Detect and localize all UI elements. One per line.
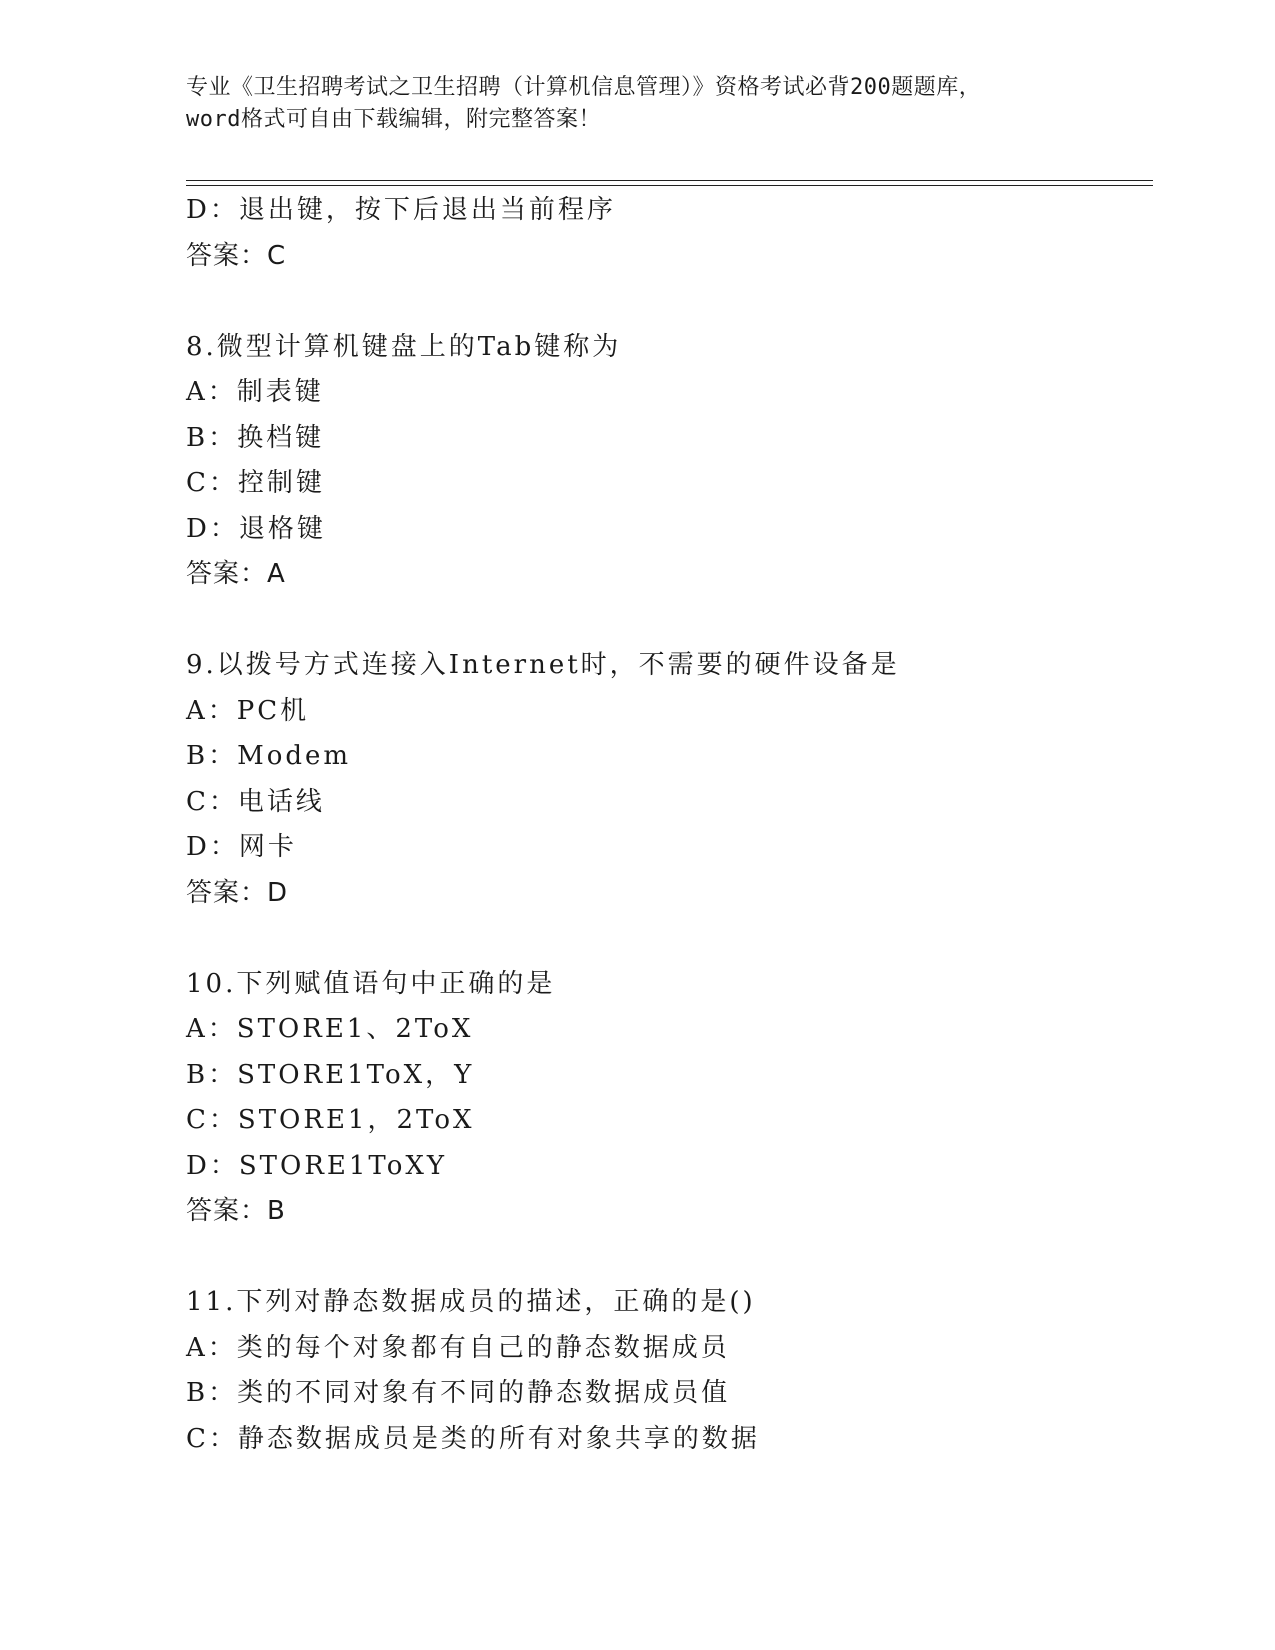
header-divider-top xyxy=(186,180,1153,181)
answer: 答案：B xyxy=(186,1196,286,1226)
option-c: C：控制键 xyxy=(186,468,325,498)
question-stem: 10.下列赋值语句中正确的是 xyxy=(186,968,556,999)
header-divider-bottom xyxy=(186,185,1153,186)
option-d: D：网卡 xyxy=(186,832,297,862)
spacer xyxy=(186,916,1146,962)
option-b: B：STORE1ToX，Y xyxy=(186,1059,475,1090)
option-c: C：静态数据成员是类的所有对象共享的数据 xyxy=(186,1423,760,1454)
option-b: B：换档键 xyxy=(186,422,325,453)
question-list xyxy=(186,188,1146,1462)
option-a: A：STORE1、2ToX xyxy=(186,1014,474,1044)
option-a: A：制表键 xyxy=(186,377,324,407)
spacer xyxy=(186,279,1146,325)
header-title-line-1: 专业《卫生招聘考试之卫生招聘（计算机信息管理）》资格考试必背200题题库， xyxy=(186,75,982,100)
spacer xyxy=(186,1235,1146,1281)
question-stem: 9.以拨号方式连接入Internet时，不需要的硬件设备是 xyxy=(186,650,900,680)
answer: 答案：A xyxy=(186,559,286,589)
spacer xyxy=(186,598,1146,644)
option-c: C：电话线 xyxy=(186,786,325,817)
question-11 xyxy=(186,1280,1146,1462)
answer: 答案：C xyxy=(186,240,287,271)
answer: 答案：D xyxy=(186,877,289,908)
question-7-tail xyxy=(186,188,1146,279)
question-stem: 11.下列对静态数据成员的描述，正确的是() xyxy=(186,1287,756,1317)
option-a: A：类的每个对象都有自己的静态数据成员 xyxy=(186,1332,730,1363)
question-stem: 8.微型计算机键盘上的Tab键称为 xyxy=(186,331,622,362)
question-10 xyxy=(186,962,1146,1235)
option-d: D：STORE1ToXY xyxy=(186,1150,448,1181)
option-b: B：Modem xyxy=(186,741,352,771)
question-8 xyxy=(186,325,1146,598)
document-header xyxy=(186,72,1086,136)
option-d: D：退格键 xyxy=(186,513,326,544)
option-c: C：STORE1，2ToX xyxy=(186,1105,475,1135)
option-d: D：退出键，按下后退出当前程序 xyxy=(186,195,616,225)
question-9 xyxy=(186,643,1146,916)
option-a: A：PC机 xyxy=(186,695,310,726)
header-title-line-2: word格式可自由下载编辑，附完整答案！ xyxy=(186,107,601,132)
option-b: B：类的不同对象有不同的静态数据成员值 xyxy=(186,1378,731,1408)
